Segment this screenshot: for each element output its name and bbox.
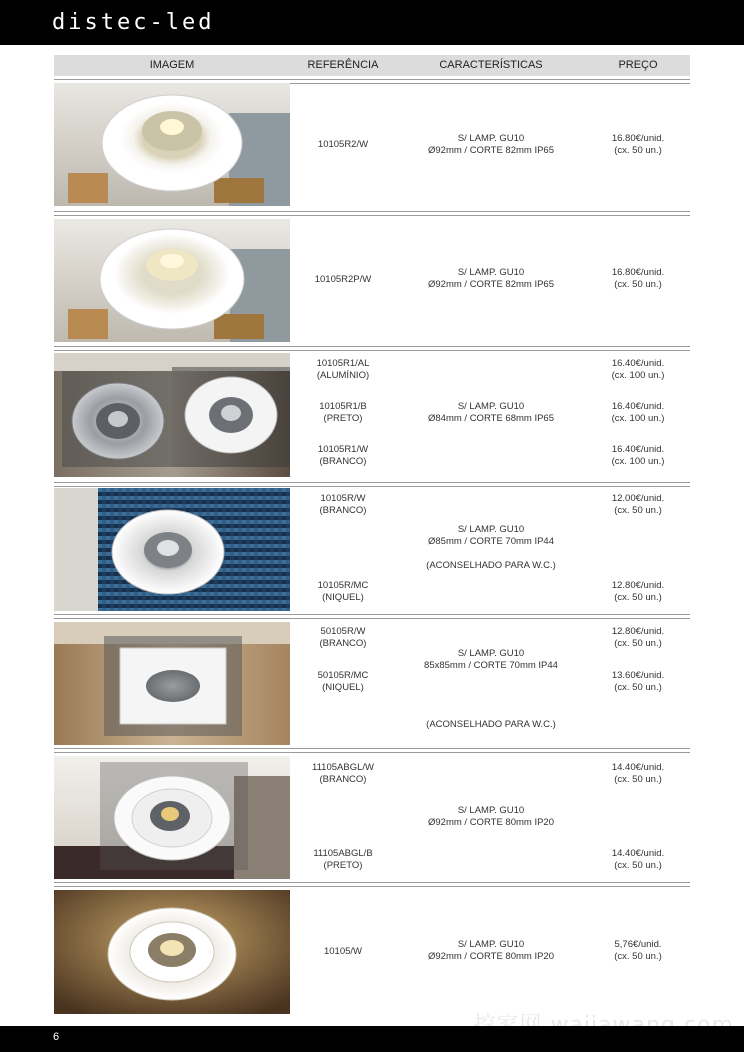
price-unit: 16.40€/unid. bbox=[611, 358, 665, 369]
row-divider bbox=[54, 211, 690, 216]
price-unit: 16.40€/unid. bbox=[611, 401, 665, 412]
column-header-characteristics: CARACTERÍSTICAS bbox=[439, 59, 543, 71]
reference-finish: (ALUMÍNIO) bbox=[316, 370, 370, 381]
row-divider bbox=[54, 614, 690, 619]
characteristic-lamp: S/ LAMP. GU10 bbox=[457, 939, 525, 950]
reference-code: 10105R2P/W bbox=[314, 274, 372, 285]
reference-code: 11105ABGL/B bbox=[313, 848, 373, 859]
price-box: (cx. 50 un.) bbox=[614, 592, 662, 603]
reference-finish: (NIQUEL) bbox=[322, 592, 364, 603]
characteristic-dimensions: Ø84mm / CORTE 68mm IP65 bbox=[428, 413, 554, 424]
reference-finish: (PRETO) bbox=[323, 413, 363, 424]
column-header-image: IMAGEM bbox=[149, 59, 195, 71]
characteristic-lamp: S/ LAMP. GU10 bbox=[457, 267, 525, 278]
product-image bbox=[54, 83, 290, 206]
characteristic-dimensions: Ø85mm / CORTE 70mm IP44 bbox=[428, 536, 554, 547]
reference-code: 50105R/W bbox=[320, 626, 366, 637]
price-box: (cx. 50 un.) bbox=[614, 145, 662, 156]
table-row bbox=[54, 614, 690, 748]
table-row bbox=[54, 346, 690, 482]
reference-finish: (NIQUEL) bbox=[322, 682, 364, 693]
table-row bbox=[54, 748, 690, 882]
reference-code: 10105R1/W bbox=[317, 444, 369, 455]
price-unit: 12.00€/unid. bbox=[611, 493, 665, 504]
row-divider bbox=[54, 346, 690, 351]
column-header-reference: REFERÊNCIA bbox=[307, 59, 379, 71]
row-divider bbox=[54, 482, 690, 487]
price-unit: 12.80€/unid. bbox=[611, 580, 665, 591]
reference-code: 10105R/W bbox=[320, 493, 366, 504]
column-header-price: PREÇO bbox=[618, 59, 658, 71]
price-box: (cx. 100 un.) bbox=[611, 413, 665, 424]
reference-code: 10105R2/W bbox=[317, 139, 369, 150]
reference-finish: (BRANCO) bbox=[319, 774, 367, 785]
characteristic-note: (ACONSELHADO PARA W.C.) bbox=[426, 719, 556, 730]
price-unit: 16.80€/unid. bbox=[611, 133, 665, 144]
reference-finish: (BRANCO) bbox=[319, 638, 367, 649]
footer-bar bbox=[0, 1026, 744, 1052]
price-box: (cx. 50 un.) bbox=[614, 279, 662, 290]
table-row bbox=[54, 79, 690, 211]
characteristic-lamp: S/ LAMP. GU10 bbox=[457, 805, 525, 816]
brand-logo: distec-led bbox=[52, 10, 215, 35]
price-box: (cx. 50 un.) bbox=[614, 638, 662, 649]
product-image bbox=[54, 890, 290, 1014]
table-row bbox=[54, 882, 690, 1018]
characteristic-lamp: S/ LAMP. GU10 bbox=[457, 401, 525, 412]
price-box: (cx. 50 un.) bbox=[614, 682, 662, 693]
price-box: (cx. 100 un.) bbox=[611, 456, 665, 467]
price-unit: 16.40€/unid. bbox=[611, 444, 665, 455]
product-image bbox=[54, 488, 290, 611]
page-number: 6 bbox=[53, 1031, 60, 1043]
price-box: (cx. 100 un.) bbox=[611, 370, 665, 381]
product-image bbox=[54, 756, 290, 879]
product-image bbox=[54, 622, 290, 745]
reference-code: 10105R1/B bbox=[319, 401, 367, 412]
characteristic-lamp: S/ LAMP. GU10 bbox=[457, 648, 525, 659]
characteristic-lamp: S/ LAMP. GU10 bbox=[457, 524, 525, 535]
characteristic-dimensions: Ø92mm / CORTE 82mm IP65 bbox=[428, 279, 554, 290]
characteristic-dimensions: Ø92mm / CORTE 80mm IP20 bbox=[428, 817, 554, 828]
reference-code: 11105ABGL/W bbox=[312, 762, 374, 773]
price-unit: 13.60€/unid. bbox=[611, 670, 665, 681]
table-row bbox=[54, 211, 690, 346]
price-box: (cx. 50 un.) bbox=[614, 774, 662, 785]
price-unit: 14.40€/unid. bbox=[611, 848, 665, 859]
price-box: (cx. 50 un.) bbox=[614, 505, 662, 516]
reference-code: 10105R/MC bbox=[317, 580, 369, 591]
reference-finish: (BRANCO) bbox=[319, 456, 367, 467]
characteristic-note: (ACONSELHADO PARA W.C.) bbox=[426, 560, 556, 571]
characteristic-dimensions: 85x85mm / CORTE 70mm IP44 bbox=[424, 660, 558, 671]
price-box: (cx. 50 un.) bbox=[614, 860, 662, 871]
characteristic-dimensions: Ø92mm / CORTE 82mm IP65 bbox=[428, 145, 554, 156]
reference-code: 10105R1/AL bbox=[316, 358, 370, 369]
row-divider bbox=[54, 748, 690, 753]
table-header bbox=[54, 55, 690, 76]
characteristic-dimensions: Ø92mm / CORTE 80mm IP20 bbox=[428, 951, 554, 962]
price-unit: 5,76€/unid. bbox=[614, 939, 662, 950]
characteristic-lamp: S/ LAMP. GU10 bbox=[457, 133, 525, 144]
price-unit: 16.80€/unid. bbox=[611, 267, 665, 278]
price-box: (cx. 50 un.) bbox=[614, 951, 662, 962]
price-unit: 14.40€/unid. bbox=[611, 762, 665, 773]
product-image bbox=[54, 219, 290, 342]
reference-code: 10105/W bbox=[323, 946, 363, 957]
reference-finish: (BRANCO) bbox=[319, 505, 367, 516]
product-image bbox=[54, 353, 290, 477]
table-row bbox=[54, 482, 690, 614]
row-divider bbox=[54, 882, 690, 887]
header-bar bbox=[0, 0, 744, 45]
reference-code: 50105R/MC bbox=[317, 670, 369, 681]
price-unit: 12.80€/unid. bbox=[611, 626, 665, 637]
reference-finish: (PRETO) bbox=[323, 860, 363, 871]
